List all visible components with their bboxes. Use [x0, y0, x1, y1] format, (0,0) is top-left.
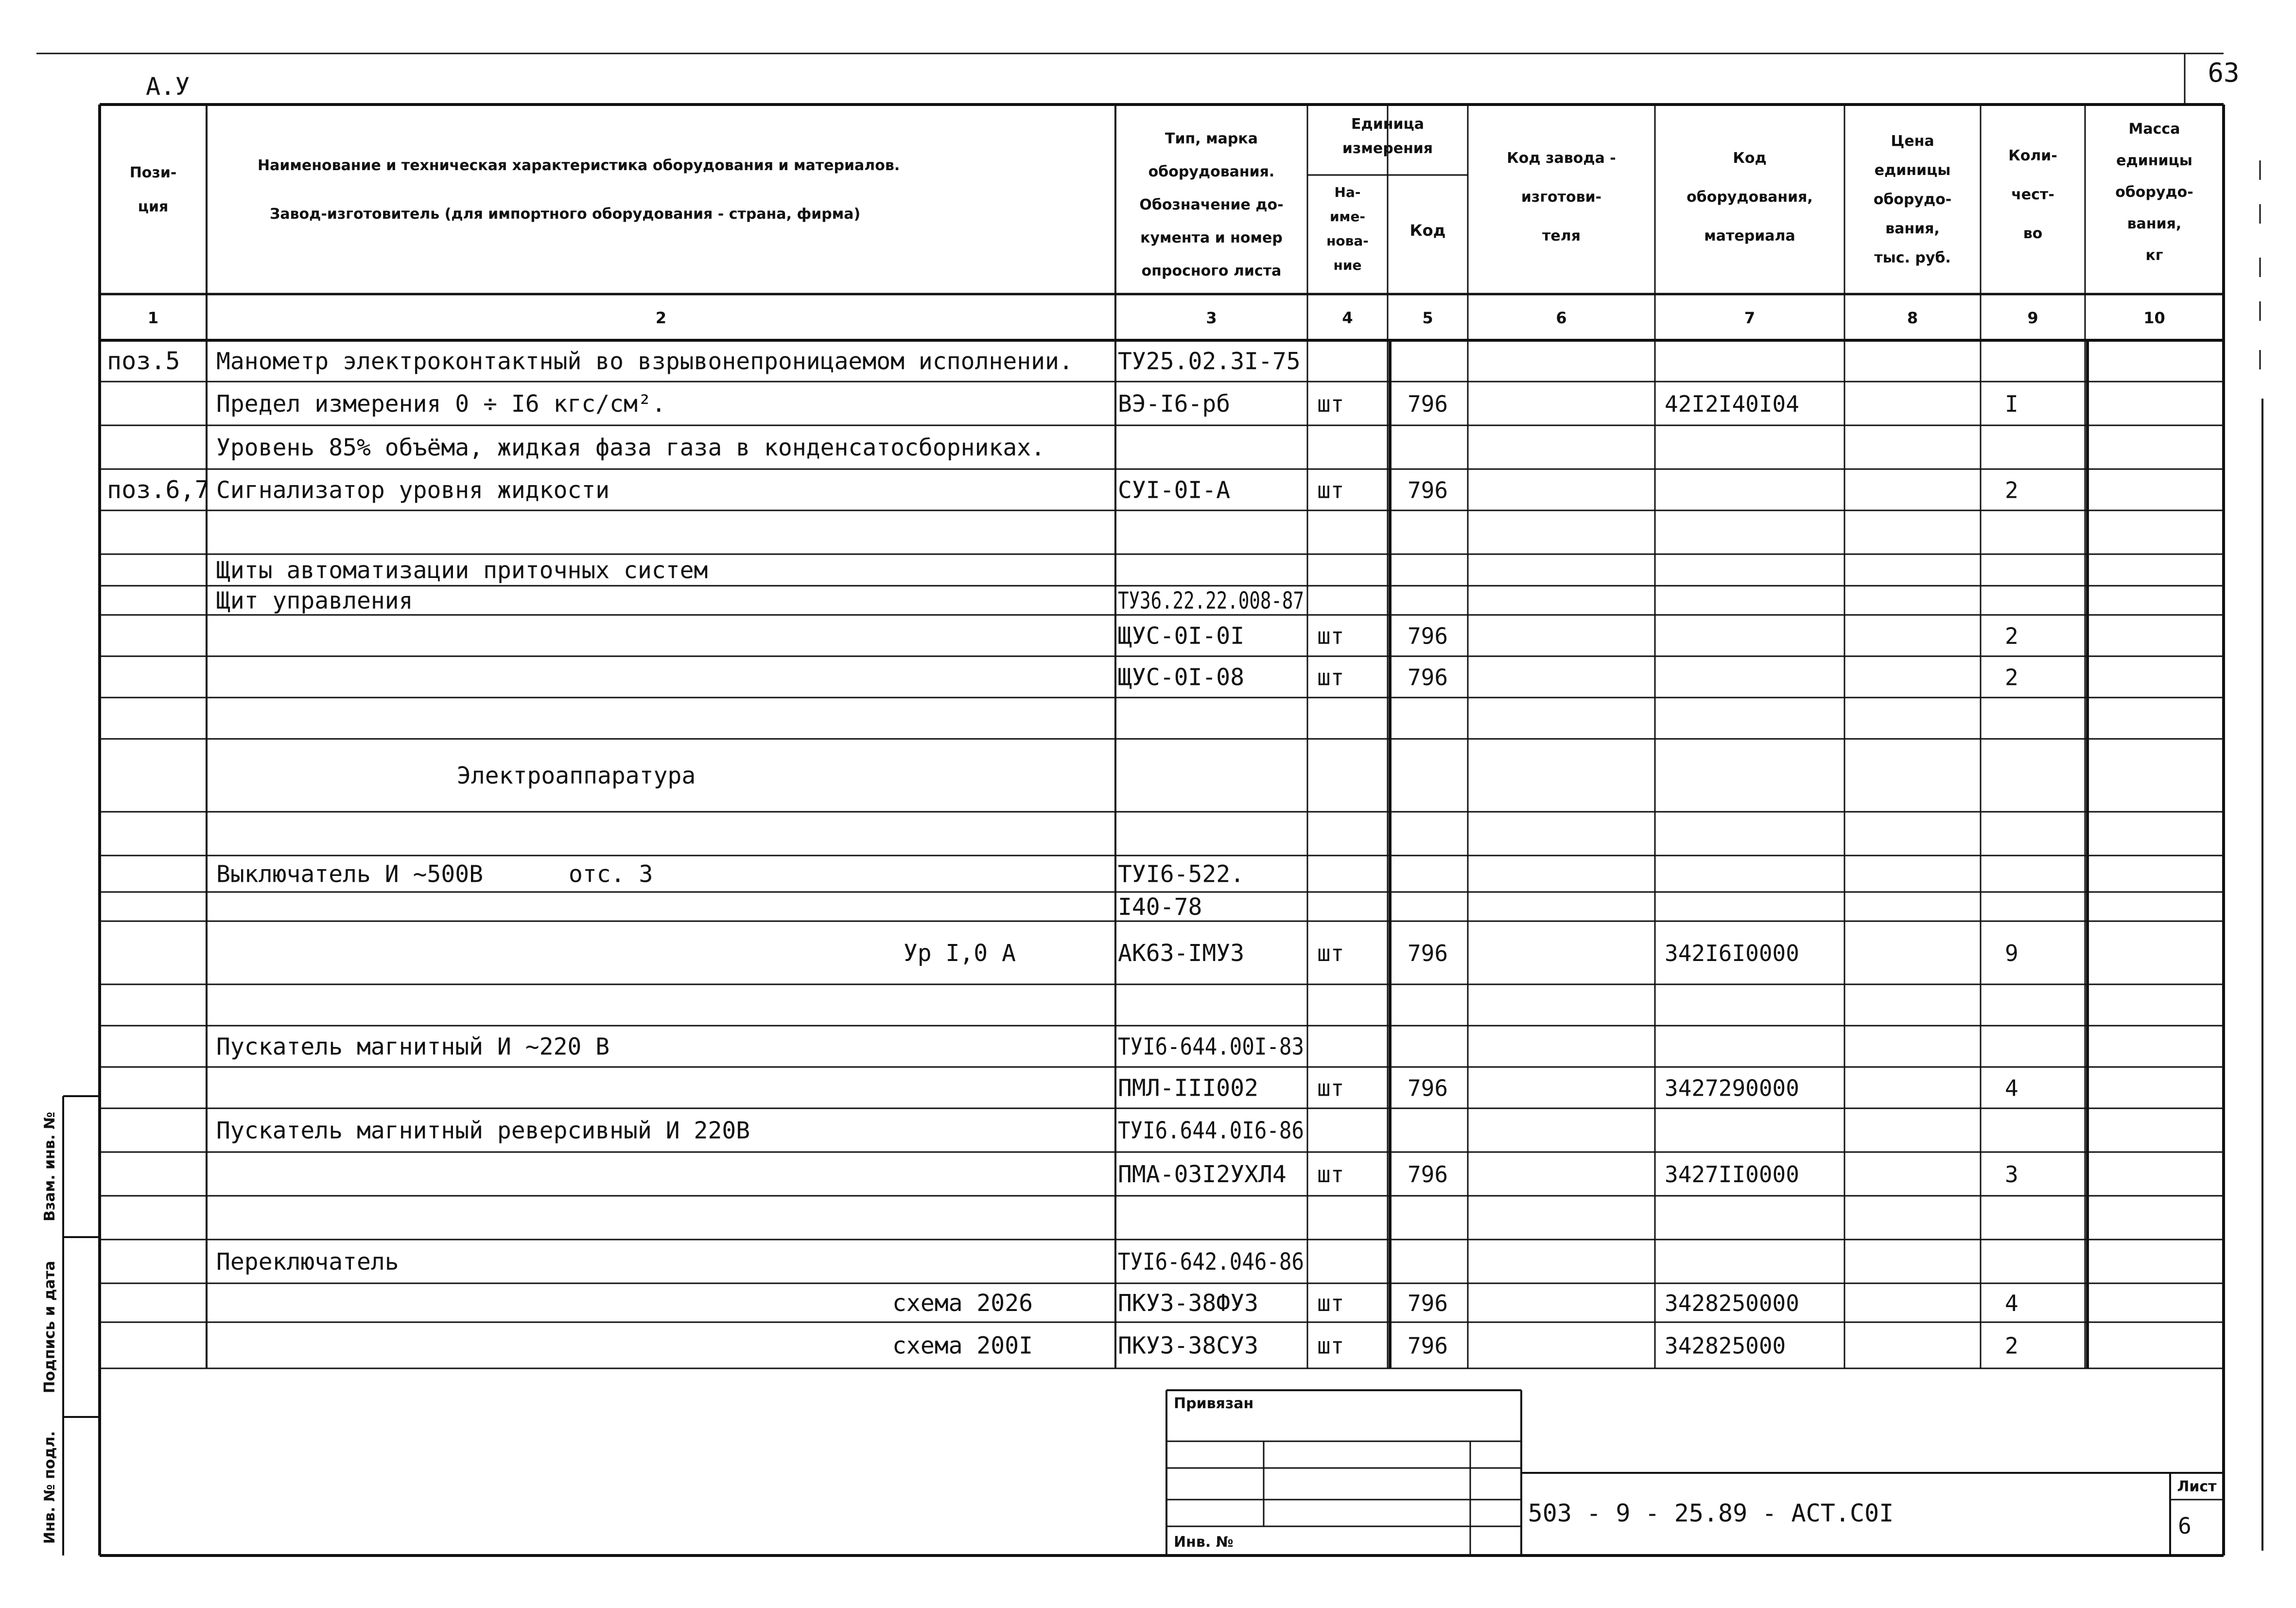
- name-cell: Щиты автоматизации приточных систем: [216, 557, 708, 584]
- position-cell: поз.5: [107, 347, 180, 375]
- header-col2: Завод-изготовитель (для импортного оборудования - страна, фирма): [270, 206, 861, 223]
- column-number: 3: [1206, 309, 1217, 327]
- side-stamp-label: Взам. инв. №: [41, 1112, 58, 1222]
- header-col1: Пози-: [129, 164, 177, 181]
- stamp-privyazan-label: Привязан: [1174, 1395, 1254, 1412]
- quantity-cell: 2: [2005, 623, 2018, 649]
- type-cell: ЩУС-0I-08: [1118, 664, 1245, 691]
- unit-name-cell: шт: [1317, 1290, 1344, 1316]
- header-col3: кумента и номер: [1140, 229, 1283, 246]
- header-col9: чест-: [2011, 186, 2054, 203]
- name-cell: Пускатель магнитный И ~220 В: [216, 1033, 610, 1061]
- type-cell: ТУI6-644.00I-83: [1118, 1033, 1304, 1061]
- header-col10: кг: [2145, 247, 2163, 264]
- name-cell: Предел измерения 0 ÷ I6 кгс/см².: [216, 390, 666, 418]
- header-unit_group: Единица: [1351, 116, 1424, 133]
- type-cell: ПМА-03I2УХЛ4: [1118, 1161, 1287, 1188]
- column-number: 7: [1744, 309, 1756, 327]
- type-cell: СУI-0I-А: [1118, 476, 1231, 504]
- header-col6: изготови-: [1521, 189, 1602, 206]
- header-col3: оборудования.: [1148, 163, 1275, 180]
- name-cell: Переключатель: [216, 1248, 399, 1276]
- quantity-cell: 4: [2005, 1290, 2018, 1316]
- quantity-cell: 2: [2005, 664, 2018, 691]
- type-cell: АК63-IМУ3: [1118, 940, 1245, 967]
- unit-name-cell: шт: [1317, 1161, 1344, 1188]
- column-number: 6: [1556, 309, 1567, 327]
- name-cell: Электроаппаратура: [457, 762, 696, 789]
- header-col4: име-: [1329, 209, 1366, 225]
- header-col4: нова-: [1326, 233, 1369, 249]
- header-col3: опросного листа: [1141, 262, 1282, 280]
- unit-name-cell: шт: [1317, 1075, 1344, 1101]
- header-col4: ние: [1333, 257, 1362, 273]
- unit-code-cell: 796: [1407, 1290, 1448, 1316]
- equipment-code-cell: 342I6I0000: [1665, 940, 1799, 966]
- name-cell-extra: отс. 3: [569, 860, 653, 888]
- name-cell: Щит управления: [216, 587, 413, 614]
- side-stamp-label: Подпись и дата: [41, 1260, 58, 1394]
- unit-code-cell: 796: [1407, 391, 1448, 417]
- quantity-cell: 3: [2005, 1161, 2018, 1188]
- column-number: 8: [1907, 309, 1918, 327]
- header-col10: оборудо-: [2115, 184, 2193, 201]
- header-unit_group: измерения: [1342, 140, 1433, 157]
- equipment-code-cell: 342825000: [1665, 1332, 1786, 1359]
- quantity-cell: 4: [2005, 1075, 2018, 1101]
- equipment-code-cell: 3427290000: [1665, 1075, 1799, 1101]
- type-cell: ТУ25.02.3I-75: [1118, 348, 1301, 375]
- type-cell: ТУI6-522.: [1118, 860, 1245, 888]
- stamp-inv-no-label: Инв. №: [1174, 1534, 1234, 1551]
- header-col7: Код: [1733, 150, 1767, 167]
- name-cell: схема 2026: [892, 1290, 1033, 1317]
- column-number: 1: [147, 309, 159, 327]
- name-cell: Манометр электроконтактный во взрывонепроницаемом исполнении.: [216, 348, 1073, 375]
- type-cell: ЩУС-0I-0I: [1118, 622, 1245, 650]
- quantity-cell: 9: [2005, 940, 2018, 966]
- unit-name-cell: шт: [1317, 940, 1344, 966]
- header-col10: единицы: [2116, 152, 2192, 169]
- quantity-cell: 2: [2005, 477, 2018, 504]
- unit-code-cell: 796: [1407, 1332, 1448, 1359]
- equipment-code-cell: 3427II0000: [1665, 1161, 1799, 1188]
- column-number: 10: [2143, 309, 2165, 327]
- type-cell: I40-78: [1118, 893, 1202, 921]
- name-cell: Выключатель И ~500В: [216, 860, 484, 888]
- document-code: 503 - 9 - 25.89 - АСТ.С0I: [1528, 1499, 1894, 1527]
- type-cell: ТУ36.22.22.008-87: [1118, 587, 1304, 614]
- header-col3: Тип, марка: [1165, 130, 1258, 147]
- header-col9: во: [2023, 225, 2043, 242]
- unit-code-cell: 796: [1407, 477, 1448, 504]
- name-cell: схема 200I: [892, 1332, 1033, 1360]
- header-col6: теля: [1542, 227, 1581, 245]
- name-cell: Пускатель магнитный реверсивный И 220В: [216, 1117, 750, 1144]
- page-number: 63: [2208, 57, 2240, 88]
- table-text: [41, 57, 2240, 1551]
- unit-name-cell: шт: [1317, 1332, 1344, 1359]
- name-cell: Ур I,0 А: [903, 940, 1016, 967]
- header-col10: Масса: [2128, 121, 2180, 138]
- header-col8: Цена: [1891, 133, 1934, 150]
- name-cell: Уровень 85% объёма, жидкая фаза газа в конденсатосборниках.: [216, 434, 1045, 461]
- header-col5: Код: [1409, 221, 1446, 240]
- quantity-cell: 2: [2005, 1332, 2018, 1359]
- position-cell: поз.6,7: [107, 475, 209, 504]
- header-col2: Наименование и техническая характеристика оборудования и материалов.: [258, 157, 900, 174]
- header-col8: оборудо-: [1873, 191, 1952, 208]
- type-cell: ПМЛ-III002: [1118, 1074, 1258, 1102]
- unit-code-cell: 796: [1407, 1075, 1448, 1101]
- header-col3: Обозначение до-: [1139, 196, 1284, 213]
- quantity-cell: I: [2005, 391, 2018, 417]
- header-col8: единицы: [1874, 162, 1951, 179]
- header-col8: вания,: [1885, 220, 1940, 237]
- header-col4: На-: [1334, 184, 1361, 200]
- type-cell: ПКУ3-38ФУ3: [1118, 1290, 1258, 1317]
- header-col7: материала: [1704, 227, 1795, 245]
- stamp-list-label: Лист: [2177, 1478, 2217, 1495]
- header-col10: вания,: [2127, 215, 2182, 232]
- header-col7: оборудования,: [1687, 189, 1813, 206]
- unit-name-cell: шт: [1317, 391, 1344, 417]
- unit-code-cell: 796: [1407, 1161, 1448, 1188]
- column-number: 9: [2027, 309, 2038, 327]
- header-col8: тыс. руб.: [1874, 249, 1951, 266]
- sheet-label: А.У: [146, 72, 190, 101]
- side-stamp-label: Инв. № подл.: [41, 1431, 58, 1544]
- unit-code-cell: 796: [1407, 940, 1448, 966]
- unit-name-cell: шт: [1317, 623, 1344, 649]
- header-col1: ция: [138, 198, 169, 215]
- equipment-code-cell: 3428250000: [1665, 1290, 1799, 1316]
- type-cell: ПКУ3-38СУ3: [1118, 1332, 1258, 1360]
- header-col6: Код завода -: [1507, 150, 1616, 167]
- equipment-code-cell: 42I2I40I04: [1665, 391, 1799, 417]
- type-cell: ВЭ-I6-рб: [1118, 390, 1231, 418]
- column-number: 4: [1342, 309, 1353, 327]
- column-number: 5: [1422, 309, 1433, 327]
- unit-name-cell: шт: [1317, 477, 1344, 504]
- header-col9: Коли-: [2008, 147, 2057, 164]
- stamp-list-number: 6: [2178, 1513, 2192, 1539]
- type-cell: ТУI6-642.046-86: [1118, 1248, 1304, 1276]
- unit-name-cell: шт: [1317, 664, 1344, 691]
- name-cell: Сигнализатор уровня жидкости: [216, 476, 610, 504]
- type-cell: ТУI6.644.0I6-86: [1118, 1117, 1304, 1144]
- unit-code-cell: 796: [1407, 623, 1448, 649]
- column-number: 2: [655, 309, 667, 327]
- unit-code-cell: 796: [1407, 664, 1448, 691]
